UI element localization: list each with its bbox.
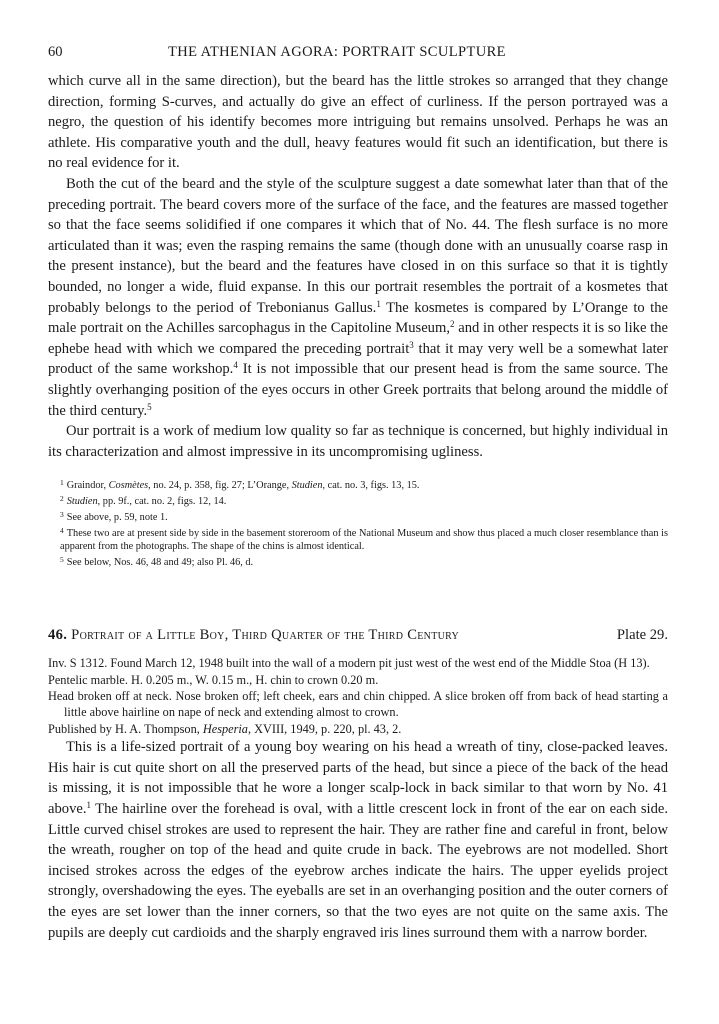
- document-page: [48, 44, 668, 943]
- paragraph-2: Both the cut of the beard and the style of the sculpture suggest a date somewhat later than that of the preceding portrait. The beard covers more of the surface of the face, and the features are massed together so that the face seems solidified if one compares it which that of No. 44. The flesh surface is no more articulated than it was; even the rasping remains the same (though done with an unusually coarse rasp in the present instance), but the beard and the features have closed in on this surface so that it is tightly bounded, no longer a wide, fluid expanse. In this our portrait resembles the portrait of a kosmetes that probably belongs to the period of Trebonianus Gallus.$^1$ The kosmetes is compared by L’Orange to the male portrait on the Achilles sarcophagus in the Capitoline Museum,$^2$ and in other respects it is so like the ephebe head with which we compared the preceding portrait$^3$ that it may very well be a somewhat later product of the same workshop.$^4$ It is not impossible that our present head is from the same source. The slightly overhanging position of the eyes occurs in other Greek portraits that belong around the middle of the third century.$^5$: [48, 175, 668, 419]
- footnote: $^3$ See above, p. 59, note 1.: [60, 510, 168, 524]
- running-title: THE ATHENIAN AGORA: PORTRAIT SCULPTURE: [168, 44, 506, 60]
- material-line: Pentelic marble. H. 0.205 m., W. 0.15 m., H. chin to crown 0.20 m.: [48, 672, 379, 687]
- footnote-ref[interactable]: 5: [147, 401, 152, 412]
- plate-reference: Plate 29.: [616, 627, 668, 644]
- footnote: $^2$ Studien, pp. 9f., cat. no. 2, figs. 12, 14.: [60, 494, 227, 508]
- inventory-line: Inv. S 1312. Found March 12, 1948 built into the wall of a modern pit just west of the west end of the Middle Stoa (H 13).: [48, 656, 650, 671]
- paragraph-1: which curve all in the same direction), but the beard has the little strokes so arranged that they change direction, forming S-curves, and actually do give an effect of curliness. If the person portrayed was a negro, the question of his identify becomes more intriguing but remains unsolved. Perhaps he was an athlete. His comparative youth and the dull, heavy features would fit such an identification, but there is no real evidence for it.: [48, 73, 668, 172]
- paragraph-3: Our portrait is a work of medium low quality so far as technique is concerned, but highly individual in its characterization and almost impressive in its uncompromising ugliness.: [48, 423, 668, 460]
- footnote-ref[interactable]: 1: [376, 298, 381, 309]
- running-header: [48, 44, 668, 61]
- publication-line: Published by H. A. Thompson, Hesperia, XVIII, 1949, p. 220, pl. 43, 2.: [48, 721, 402, 736]
- footnote: $^5$ See below, Nos. 46, 48 and 49; also Pl. 46, d.: [60, 555, 254, 569]
- footnote-ref[interactable]: 3: [409, 339, 414, 350]
- entry-number: 46.: [48, 627, 68, 644]
- condition-line: Head broken off at neck. Nose broken off; left cheek, ears and chin chipped. A slice broken off from back of head starting a little above hairline on nape of neck and extending almost to crown.: [48, 689, 668, 720]
- footnote-ref[interactable]: 2: [449, 319, 455, 330]
- footnote-ref[interactable]: 1: [86, 800, 91, 811]
- footnotes: [48, 476, 668, 569]
- entry-title: Portrait of a Little Boy, Third Quarter of the Third Century: [71, 627, 460, 644]
- catalog-details: [48, 656, 668, 737]
- page-number: 60: [48, 44, 63, 60]
- entry-description: This is a life-sized portrait of a young boy wearing on his head a wreath of tiny, close-packed leaves. His hair is cut quite short on all the preserved parts of the head, but since a piece of the back of the head is missing, it is not impossible that he wore a longer scalp-lock in back similar to that worn by No. 41 above.$^1$ The hairline over the forehead is oval, with a little crescent lock in front of the ear on each side. Little curved chisel strokes are used to represent the hair. They are rather fine and careful in front, below the wreath, rougher on top of the head and quite crude in back. The eyebrows are not modelled. Short incised strokes across the edges of the eyebrow arches indicate the hairs. The upper eyelids project strongly, overshadowing the eyes. The eyeballs are set in an overhanging position and the outer corners of the eyes are set lower than the inner corners, so that the two eyes are not quite on the same axis. The pupils are deeply cut cardioids and the sharply engraved iris lines surround them with a narrow border.: [48, 739, 668, 941]
- footnote: $^4$ These two are at present side by side in the basement storeroom of the National Museum and show thus placed a much closer resemblance than is apparent from the photographs. The shape of the chins is almost identical.: [60, 526, 668, 553]
- footnote: $^1$ Graindor, Cosmètes, no. 24, p. 358, fig. 27; L’Orange, Studien, cat. no. 3, figs. 13, 15.: [60, 478, 420, 492]
- footnote-ref[interactable]: 4: [233, 360, 238, 371]
- catalog-entry-heading: [48, 627, 668, 644]
